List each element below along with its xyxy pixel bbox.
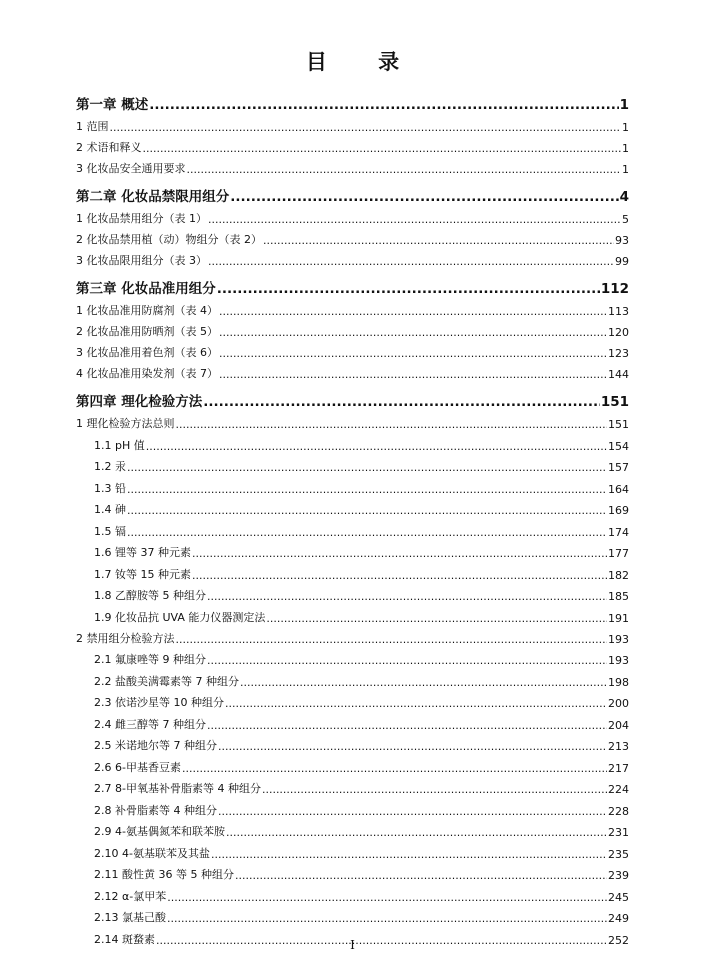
page-number: 224 bbox=[608, 783, 629, 796]
leader-dots bbox=[127, 526, 607, 539]
leader-dots bbox=[218, 805, 607, 818]
toc-subsection[interactable] bbox=[76, 710, 629, 732]
page-title: 目 录 bbox=[305, 50, 422, 74]
subsection-label: 2.6 6-甲基香豆素 bbox=[94, 760, 181, 774]
leader-dots bbox=[218, 740, 607, 753]
toc-chapter[interactable] bbox=[76, 271, 629, 297]
toc-section[interactable] bbox=[76, 226, 629, 247]
toc-section[interactable] bbox=[76, 625, 629, 646]
page-number: 245 bbox=[608, 890, 629, 904]
toc-section[interactable] bbox=[76, 205, 629, 226]
section-label: 3 化妆品安全通用要求 bbox=[76, 162, 186, 175]
leader-dots bbox=[176, 633, 608, 646]
leader-dots bbox=[217, 281, 600, 297]
toc-subsection[interactable] bbox=[76, 646, 629, 668]
leader-dots bbox=[127, 483, 607, 496]
page-number: 239 bbox=[608, 869, 629, 882]
page-number: 228 bbox=[608, 804, 629, 818]
toc-chapter[interactable] bbox=[76, 384, 629, 410]
leader-dots bbox=[226, 826, 607, 839]
section-label: 2 禁用组分检验方法 bbox=[76, 631, 175, 645]
leader-dots bbox=[219, 305, 607, 318]
subsection-label: 2.14 斑蝥素 bbox=[94, 932, 155, 946]
toc-section[interactable] bbox=[76, 247, 629, 268]
toc-subsection[interactable] bbox=[76, 839, 629, 861]
leader-dots bbox=[225, 697, 607, 710]
leader-dots bbox=[203, 394, 600, 410]
leader-dots bbox=[219, 347, 607, 360]
page-number: 93 bbox=[615, 234, 629, 247]
leader-dots bbox=[208, 213, 621, 226]
subsection-label: 2.9 4-氨基偶氮苯和联苯胺 bbox=[94, 825, 225, 838]
page-number: 231 bbox=[608, 826, 629, 839]
page-number: 112 bbox=[600, 281, 629, 297]
leader-dots bbox=[192, 569, 607, 582]
leader-dots bbox=[219, 368, 607, 381]
toc-section[interactable] bbox=[76, 134, 629, 155]
page-number: 213 bbox=[608, 740, 629, 753]
toc-subsection[interactable] bbox=[76, 753, 629, 775]
page-number: 1 bbox=[619, 97, 629, 113]
section-label: 2 化妆品禁用植（动）物组分（表 2） bbox=[76, 233, 262, 246]
page-number: 193 bbox=[608, 654, 629, 667]
chapter-label: 第三章 化妆品准用组分 bbox=[76, 281, 216, 297]
toc-subsection[interactable] bbox=[76, 818, 629, 840]
chapter-label: 第二章 化妆品禁限用组分 bbox=[76, 189, 230, 205]
section-label: 3 化妆品准用着色剂（表 6） bbox=[76, 346, 218, 359]
leader-dots bbox=[182, 762, 607, 775]
page-number: 193 bbox=[608, 632, 629, 646]
page-number: 174 bbox=[608, 525, 629, 539]
leader-dots bbox=[167, 912, 607, 925]
toc-subsection[interactable] bbox=[76, 582, 629, 604]
toc-subsection[interactable] bbox=[76, 431, 629, 453]
section-label: 2 化妆品准用防晒剂（表 5） bbox=[76, 325, 218, 338]
subsection-label: 1.1 pH 值 bbox=[94, 438, 145, 452]
subsection-label: 2.10 4-氨基联苯及其盐 bbox=[94, 846, 210, 860]
subsection-label: 1.7 钕等 15 种元素 bbox=[94, 567, 191, 581]
section-label: 1 化妆品禁用组分（表 1） bbox=[76, 212, 207, 225]
subsection-label: 1.5 镉 bbox=[94, 524, 126, 538]
toc-subsection[interactable] bbox=[76, 861, 629, 883]
page-number: 151 bbox=[600, 394, 629, 410]
toc-subsection[interactable] bbox=[76, 474, 629, 496]
leader-dots bbox=[207, 654, 607, 667]
subsection-label: 1.2 汞 bbox=[94, 460, 126, 473]
page-number: 235 bbox=[608, 847, 629, 861]
toc-subsection[interactable] bbox=[76, 775, 629, 797]
leader-dots bbox=[143, 142, 622, 155]
page-number: 120 bbox=[608, 326, 629, 339]
page-number: 185 bbox=[608, 590, 629, 603]
page-number: 217 bbox=[608, 761, 629, 775]
leader-dots bbox=[167, 891, 607, 904]
leader-dots bbox=[192, 547, 607, 560]
leader-dots bbox=[219, 326, 607, 339]
leader-dots bbox=[230, 189, 618, 205]
leader-dots bbox=[127, 504, 607, 517]
chapter-label: 第四章 理化检验方法 bbox=[76, 394, 203, 410]
subsection-label: 2.5 米诺地尔等 7 种组分 bbox=[94, 739, 217, 752]
leader-dots bbox=[127, 461, 607, 474]
page-number: 1 bbox=[622, 121, 629, 134]
leader-dots bbox=[240, 676, 607, 689]
leader-dots bbox=[176, 418, 608, 431]
toc-subsection[interactable] bbox=[76, 904, 629, 926]
toc-subsection[interactable] bbox=[76, 453, 629, 475]
subsection-label: 2.7 8-甲氧基补骨脂素等 4 种组分 bbox=[94, 782, 261, 795]
page-number: 99 bbox=[615, 255, 629, 268]
subsection-label: 2.4 雌三醇等 7 种组分 bbox=[94, 717, 206, 731]
toc-subsection[interactable] bbox=[76, 882, 629, 904]
subsection-label: 2.11 酸性黄 36 等 5 种组分 bbox=[94, 868, 234, 881]
page-number: 1 bbox=[622, 163, 629, 176]
toc-section[interactable] bbox=[76, 360, 629, 381]
toc-subsection[interactable] bbox=[76, 517, 629, 539]
section-label: 3 化妆品限用组分（表 3） bbox=[76, 254, 207, 267]
toc-section[interactable] bbox=[76, 297, 629, 318]
page-number: 154 bbox=[608, 439, 629, 453]
footer-page-number: I bbox=[350, 938, 355, 952]
subsection-label: 1.9 化妆品抗 UVA 能力仪器测定法 bbox=[94, 610, 266, 624]
subsection-label: 2.13 氯基己酸 bbox=[94, 911, 166, 924]
subsection-label: 2.2 盐酸美满霉素等 7 种组分 bbox=[94, 674, 239, 688]
page-number: 204 bbox=[608, 718, 629, 732]
leader-dots bbox=[187, 163, 622, 176]
toc-subsection[interactable] bbox=[76, 539, 629, 561]
section-label: 1 范围 bbox=[76, 120, 109, 133]
toc-subsection[interactable] bbox=[76, 689, 629, 711]
subsection-label: 1.4 砷 bbox=[94, 503, 126, 516]
leader-dots bbox=[263, 234, 614, 247]
subsection-label: 2.3 依诺沙星等 10 种组分 bbox=[94, 696, 224, 709]
toc-subsection[interactable] bbox=[76, 732, 629, 754]
page-number: 249 bbox=[608, 912, 629, 925]
subsection-label: 1.3 铅 bbox=[94, 481, 126, 495]
leader-dots bbox=[211, 848, 607, 861]
page-number: 1 bbox=[622, 142, 629, 155]
page-number: 252 bbox=[608, 933, 629, 947]
page-number: 113 bbox=[608, 305, 629, 318]
leader-dots bbox=[146, 440, 607, 453]
toc-section[interactable] bbox=[76, 410, 629, 431]
leader-dots bbox=[208, 255, 614, 268]
leader-dots bbox=[110, 121, 622, 134]
page-number: 151 bbox=[608, 418, 629, 431]
page-number: 4 bbox=[619, 189, 629, 205]
chapter-label: 第一章 概述 bbox=[76, 97, 149, 113]
section-label: 4 化妆品准用染发剂（表 7） bbox=[76, 367, 218, 380]
toc-section[interactable] bbox=[76, 113, 629, 134]
toc-subsection[interactable] bbox=[76, 796, 629, 818]
toc-subsection[interactable] bbox=[76, 603, 629, 625]
subsection-label: 2.8 补骨脂素等 4 种组分 bbox=[94, 803, 217, 817]
subsection-label: 1.6 锂等 37 种元素 bbox=[94, 546, 191, 559]
leader-dots bbox=[262, 783, 607, 796]
toc-subsection[interactable] bbox=[76, 667, 629, 689]
page-number: 157 bbox=[608, 461, 629, 474]
table-of-contents bbox=[76, 84, 629, 947]
toc-section[interactable] bbox=[76, 318, 629, 339]
page-number: 164 bbox=[608, 482, 629, 496]
page-number: 144 bbox=[608, 368, 629, 381]
page-number: 169 bbox=[608, 504, 629, 517]
page-number: 200 bbox=[608, 697, 629, 710]
subsection-label: 1.8 乙醇胺等 5 种组分 bbox=[94, 589, 206, 602]
leader-dots bbox=[266, 612, 607, 625]
subsection-label: 2.12 α-氯甲苯 bbox=[94, 889, 167, 903]
section-label: 1 理化检验方法总则 bbox=[76, 417, 175, 430]
section-label: 2 术语和释义 bbox=[76, 141, 142, 154]
section-label: 1 化妆品准用防腐剂（表 4） bbox=[76, 304, 218, 317]
toc-subsection[interactable] bbox=[76, 496, 629, 518]
leader-dots bbox=[235, 869, 607, 882]
toc-section[interactable] bbox=[76, 155, 629, 176]
page-number: 191 bbox=[608, 611, 629, 625]
page-number: 5 bbox=[622, 213, 629, 226]
page-number: 177 bbox=[608, 547, 629, 560]
leader-dots bbox=[207, 590, 607, 603]
page-number: 123 bbox=[608, 347, 629, 360]
toc-section[interactable] bbox=[76, 339, 629, 360]
leader-dots bbox=[207, 719, 607, 732]
toc-chapter[interactable] bbox=[76, 179, 629, 205]
page-number: 198 bbox=[608, 675, 629, 689]
page-number: 182 bbox=[608, 568, 629, 582]
toc-subsection[interactable] bbox=[76, 560, 629, 582]
leader-dots bbox=[149, 97, 618, 113]
toc-chapter[interactable] bbox=[76, 87, 629, 113]
subsection-label: 2.1 氟康唑等 9 种组分 bbox=[94, 653, 206, 666]
